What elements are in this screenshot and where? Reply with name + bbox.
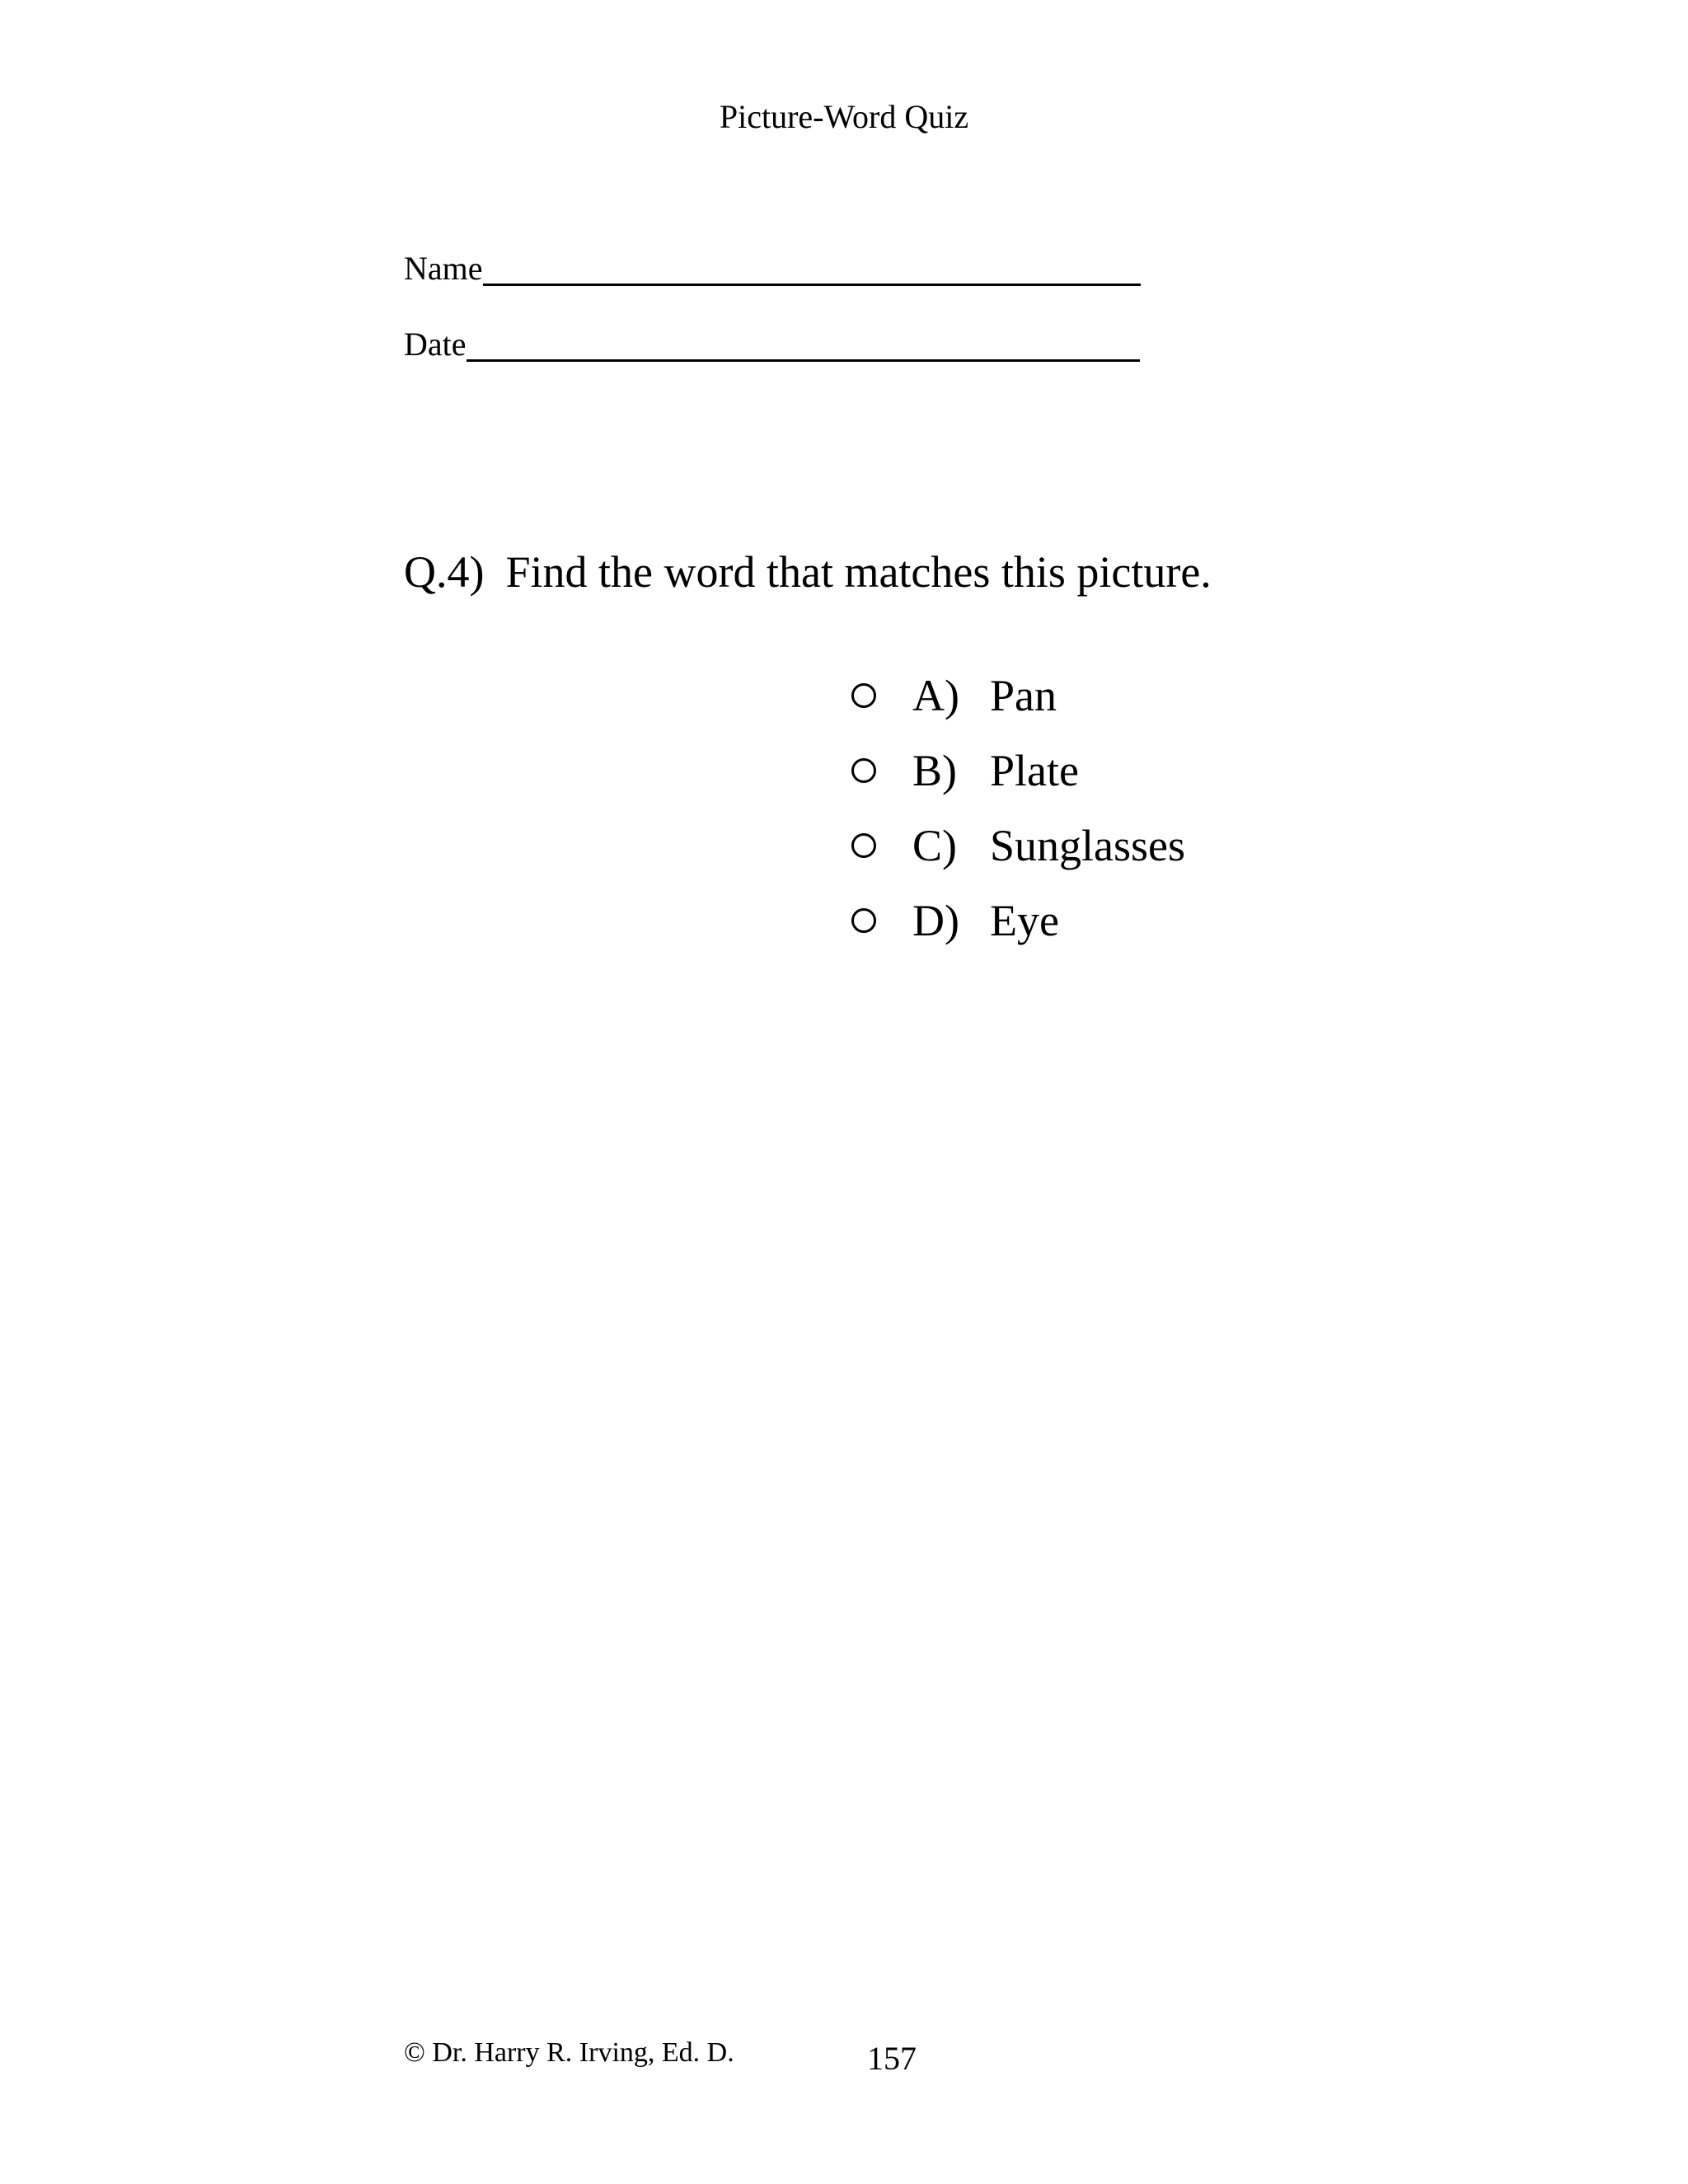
date-blank-line[interactable] xyxy=(467,359,1140,362)
option-text: Sunglasses xyxy=(990,820,1186,870)
option-text: Plate xyxy=(990,745,1079,795)
question-text: Find the word that matches this picture. xyxy=(505,547,1212,597)
answer-options xyxy=(851,658,1185,958)
radio-circle-icon[interactable] xyxy=(851,833,876,858)
option-letter: D) xyxy=(912,895,959,945)
option-text: Pan xyxy=(990,670,1057,720)
option-letter: A) xyxy=(912,670,959,720)
radio-circle-icon[interactable] xyxy=(851,683,876,708)
name-blank-line[interactable] xyxy=(483,283,1141,286)
option-b[interactable] xyxy=(851,733,1185,808)
copyright-notice: © Dr. Harry R. Irving, Ed. D. xyxy=(404,2037,734,2068)
option-c[interactable] xyxy=(851,808,1185,883)
name-field[interactable] xyxy=(404,252,1141,285)
option-d[interactable] xyxy=(851,883,1185,958)
date-label: Date xyxy=(404,326,467,363)
radio-circle-icon[interactable] xyxy=(851,758,876,783)
date-field[interactable] xyxy=(404,328,1140,361)
option-letter: C) xyxy=(912,820,957,870)
page-number: 157 xyxy=(867,2040,917,2077)
question-number: Q.4) xyxy=(404,547,485,597)
page-title: Picture-Word Quiz xyxy=(719,98,969,135)
option-text: Eye xyxy=(990,895,1059,945)
option-letter: B) xyxy=(912,745,957,795)
option-a[interactable] xyxy=(851,658,1185,733)
name-label: Name xyxy=(404,250,483,287)
question-prompt xyxy=(404,546,1212,599)
radio-circle-icon[interactable] xyxy=(851,908,876,933)
